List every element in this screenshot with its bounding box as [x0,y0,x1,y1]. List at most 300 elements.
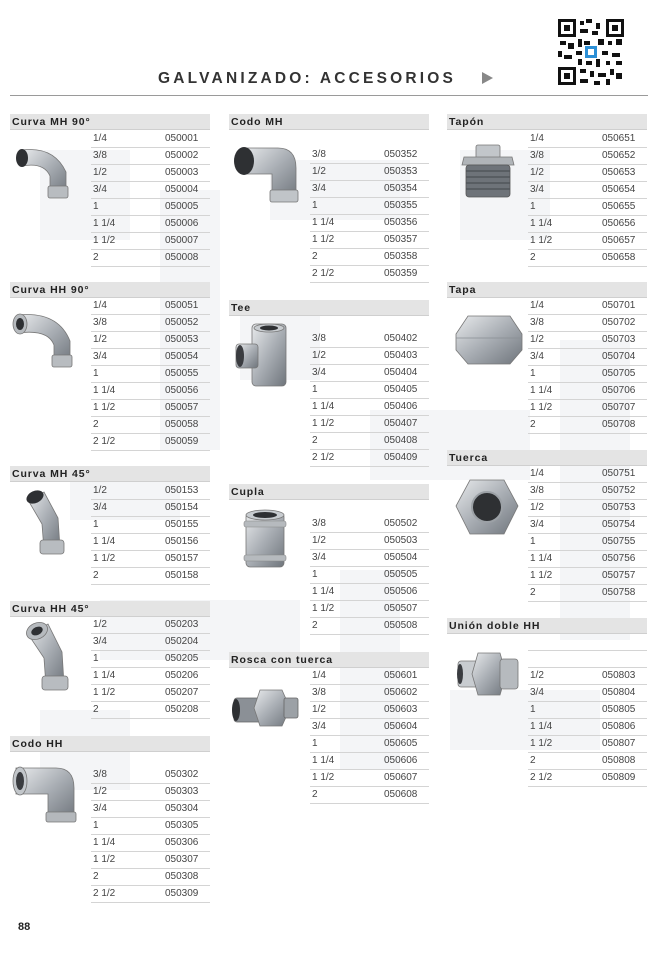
size-cell: 1 1/2 [530,402,553,413]
table-row [91,668,210,685]
table-row [528,551,647,568]
table-row [528,216,647,233]
table-row [310,719,429,736]
table-row [91,148,210,165]
size-cell: 2 1/2 [530,772,553,783]
table-tuerca [528,466,647,602]
code-cell: 050406 [384,401,418,412]
table-row [310,147,429,164]
table-row [310,702,429,719]
table-row [528,500,647,517]
size-cell: 1 1/4 [312,401,335,412]
code-cell: 050303 [165,786,199,797]
code-cell: 050052 [165,317,199,328]
table-row [528,199,647,216]
size-cell: 3/4 [93,351,107,362]
table-row [91,852,210,869]
code-cell: 050409 [384,452,418,463]
size-cell: 1/2 [93,167,107,178]
table-row [91,784,210,801]
size-cell: 1/2 [93,334,107,345]
size-cell: 3/8 [312,333,326,344]
table-row [310,450,429,467]
size-cell: 1/2 [530,502,544,513]
size-cell: 1/2 [93,786,107,797]
code-cell: 050358 [384,251,418,262]
code-cell: 050754 [602,519,636,530]
size-cell: 1 1/2 [312,772,335,783]
table-row [91,483,210,500]
table-row [528,332,647,349]
table-row [528,131,647,148]
code-cell: 050752 [602,485,636,496]
code-cell: 050057 [165,402,199,413]
table-row [91,869,210,886]
elbow-45-female-icon [22,620,78,694]
size-cell: 2 [530,587,536,598]
code-cell: 050008 [165,252,199,263]
table-row [310,266,429,283]
size-cell: 1 1/2 [93,553,116,564]
section-title-union-doble-hh: Unión doble HH [447,618,647,634]
code-cell: 050751 [602,468,636,479]
code-cell: 050808 [602,755,636,766]
size-cell: 2 [312,435,318,446]
code-cell: 050308 [165,871,199,882]
code-cell: 050708 [602,419,636,430]
size-cell: 3/4 [530,351,544,362]
code-cell: 050051 [165,300,199,311]
table-tapa [528,298,647,434]
code-cell: 050701 [602,300,636,311]
table-row [310,770,429,787]
code-cell: 050005 [165,201,199,212]
hex-nipple-icon [230,684,300,732]
table-row [528,568,647,585]
size-cell: 1 1/2 [530,235,553,246]
size-cell: 3/4 [312,721,326,732]
code-cell: 050206 [165,670,199,681]
code-cell: 050504 [384,552,418,563]
code-cell: 050357 [384,234,418,245]
table-row [528,517,647,534]
code-cell: 050757 [602,570,636,581]
size-cell: 3/8 [93,150,107,161]
code-cell: 050658 [602,252,636,263]
code-cell: 050503 [384,535,418,546]
table-row [310,215,429,232]
table-row [310,736,429,753]
code-cell: 050359 [384,268,418,279]
table-row [528,182,647,199]
table-row [310,584,429,601]
page-title: GALVANIZADO: ACCESORIOS [158,70,457,87]
table-row [528,250,647,267]
union-icon [456,647,520,701]
size-cell: 1 1/4 [312,586,335,597]
size-cell: 2 [93,704,99,715]
code-cell: 050354 [384,183,418,194]
code-cell: 050158 [165,570,199,581]
elbow-45-male-female-icon [22,488,72,558]
table-row-blank [528,651,647,668]
code-cell: 050603 [384,704,418,715]
size-cell: 1 1/4 [312,755,335,766]
code-cell: 050058 [165,419,199,430]
section-title-curva-mh-90: Curva MH 90° [10,114,210,130]
code-cell: 050707 [602,402,636,413]
table-row [310,601,429,618]
table-row [91,131,210,148]
table-row [528,668,647,685]
table-row [528,534,647,551]
code-cell: 050755 [602,536,636,547]
table-row [310,516,429,533]
code-cell: 050654 [602,184,636,195]
size-cell: 2 [530,419,536,430]
table-row [528,298,647,315]
size-cell: 2 [530,252,536,263]
code-cell: 050054 [165,351,199,362]
header-rule [10,95,648,96]
table-row [91,199,210,216]
table-row [310,433,429,450]
size-cell: 1/4 [530,133,544,144]
code-cell: 050806 [602,721,636,732]
code-cell: 050402 [384,333,418,344]
code-cell: 050156 [165,536,199,547]
code-cell: 050306 [165,837,199,848]
code-cell: 050655 [602,201,636,212]
size-cell: 1 1/4 [530,385,553,396]
size-cell: 1/2 [93,619,107,630]
plug-icon [456,143,520,201]
size-cell: 3/4 [93,803,107,814]
table-row [528,770,647,787]
size-cell: 3/8 [312,518,326,529]
table-curva-hh-90 [91,298,210,451]
table-tapon [528,131,647,267]
section-title-curva-mh-45: Curva MH 45° [10,466,210,482]
table-rosca-con-tuerca [310,668,429,804]
code-cell: 050604 [384,721,418,732]
code-cell: 050602 [384,687,418,698]
size-cell: 2 [530,755,536,766]
size-cell: 1/2 [530,167,544,178]
table-row [528,366,647,383]
curved-elbow-male-female-icon [14,140,80,204]
section-title-curva-hh-45: Curva HH 45° [10,601,210,617]
size-cell: 1 [530,536,536,547]
section-title-tapon: Tapón [447,114,647,130]
table-row [91,349,210,366]
table-row [310,249,429,266]
size-cell: 1 1/4 [312,217,335,228]
code-cell: 050307 [165,854,199,865]
size-cell: 1/2 [312,704,326,715]
section-title-tuerca: Tuerca [447,450,647,466]
size-cell: 1 1/4 [530,721,553,732]
size-cell: 1 [93,201,99,212]
size-cell: 1/4 [312,670,326,681]
code-cell: 050305 [165,820,199,831]
code-cell: 050356 [384,217,418,228]
size-cell: 2 [93,419,99,430]
size-cell: 3/4 [312,183,326,194]
table-row [310,567,429,584]
code-cell: 050207 [165,687,199,698]
section-title-tee: Tee [229,300,429,316]
elbow-male-female-icon [232,140,302,206]
qr-code-icon [558,19,624,85]
code-cell: 050302 [165,769,199,780]
size-cell: 1/2 [312,535,326,546]
size-cell: 2 1/2 [93,888,116,899]
size-cell: 1 1/2 [93,402,116,413]
table-row [528,349,647,366]
code-cell: 050157 [165,553,199,564]
code-cell: 050502 [384,518,418,529]
size-cell: 1 1/2 [312,418,335,429]
table-row [91,634,210,651]
table-row [310,399,429,416]
size-cell: 1/2 [530,334,544,345]
size-cell: 1 1/2 [93,687,116,698]
table-row [528,753,647,770]
size-cell: 3/8 [312,149,326,160]
table-row [91,551,210,568]
table-row [91,801,210,818]
table-codo-hh [91,767,210,903]
table-row [91,534,210,551]
table-row [91,651,210,668]
size-cell: 3/8 [312,687,326,698]
code-cell: 050653 [602,167,636,178]
size-cell: 1/4 [93,300,107,311]
size-cell: 1 [312,569,318,580]
table-tee [310,331,429,467]
size-cell: 3/4 [530,687,544,698]
size-cell: 1 [93,368,99,379]
size-cell: 2 1/2 [312,268,335,279]
table-row [310,198,429,215]
table-row [528,466,647,483]
table-row [91,702,210,719]
section-title-cupla: Cupla [229,484,429,500]
code-cell: 050408 [384,435,418,446]
code-cell: 050508 [384,620,418,631]
size-cell: 2 [93,871,99,882]
table-row [528,383,647,400]
table-curva-mh-90 [91,131,210,267]
table-row [528,719,647,736]
size-cell: 1/2 [312,166,326,177]
code-cell: 050704 [602,351,636,362]
code-cell: 050001 [165,133,199,144]
code-cell: 050507 [384,603,418,614]
table-row [91,182,210,199]
table-row [310,382,429,399]
size-cell: 1 1/4 [93,536,116,547]
code-cell: 050606 [384,755,418,766]
table-row [91,835,210,852]
table-row [91,617,210,634]
table-row [310,685,429,702]
code-cell: 050652 [602,150,636,161]
table-row [310,618,429,635]
size-cell: 1 1/4 [93,218,116,229]
code-cell: 050154 [165,502,199,513]
table-row [91,568,210,585]
size-cell: 2 1/2 [93,436,116,447]
code-cell: 050405 [384,384,418,395]
code-cell: 050053 [165,334,199,345]
table-row [91,298,210,315]
page-number: 88 [18,921,31,933]
code-cell: 050006 [165,218,199,229]
table-row [528,165,647,182]
code-cell: 050304 [165,803,199,814]
table-row [310,787,429,804]
table-row [91,517,210,534]
table-row [310,550,429,567]
size-cell: 1 1/4 [93,837,116,848]
table-row [528,483,647,500]
size-cell: 1 1/4 [530,553,553,564]
size-cell: 1 [530,201,536,212]
size-cell: 3/4 [530,184,544,195]
size-cell: 2 1/2 [312,452,335,463]
code-cell: 050807 [602,738,636,749]
table-row [91,233,210,250]
elbow-female-icon [12,758,82,828]
table-row [91,400,210,417]
code-cell: 050007 [165,235,199,246]
table-row [528,233,647,250]
code-cell: 050208 [165,704,199,715]
table-row [528,685,647,702]
table-curva-mh-45 [91,483,210,585]
code-cell: 050056 [165,385,199,396]
code-cell: 050055 [165,368,199,379]
table-codo-mh [310,147,429,283]
code-cell: 050355 [384,200,418,211]
table-row [91,434,210,451]
size-cell: 1 1/2 [530,738,553,749]
table-row [310,668,429,685]
size-cell: 1 [312,738,318,749]
section-title-curva-hh-90: Curva HH 90° [10,282,210,298]
size-cell: 3/4 [93,502,107,513]
section-title-tapa: Tapa [447,282,647,298]
section-title-codo-mh: Codo MH [229,114,429,130]
table-row [91,216,210,233]
table-row [91,315,210,332]
size-cell: 2 [93,252,99,263]
code-cell: 050705 [602,368,636,379]
code-cell: 050003 [165,167,199,178]
code-cell: 050404 [384,367,418,378]
table-row [91,500,210,517]
code-cell: 050002 [165,150,199,161]
size-cell: 3/8 [530,317,544,328]
coupling-icon [240,507,290,571]
table-row [91,685,210,702]
table-row [310,164,429,181]
table-cupla [310,516,429,635]
size-cell: 1 1/4 [530,218,553,229]
code-cell: 050059 [165,436,199,447]
code-cell: 050651 [602,133,636,144]
play-arrow-icon [482,72,493,84]
size-cell: 1 1/4 [93,670,116,681]
table-row [310,533,429,550]
code-cell: 050353 [384,166,418,177]
table-row [528,736,647,753]
size-cell: 1 1/2 [312,234,335,245]
size-cell: 1/4 [530,300,544,311]
code-cell: 050703 [602,334,636,345]
size-cell: 1 [93,519,99,530]
size-cell: 3/8 [530,485,544,496]
code-cell: 050155 [165,519,199,530]
table-row [310,416,429,433]
size-cell: 1 [312,200,318,211]
code-cell: 050004 [165,184,199,195]
code-cell: 050657 [602,235,636,246]
size-cell: 2 [93,570,99,581]
size-cell: 3/4 [530,519,544,530]
code-cell: 050309 [165,888,199,899]
size-cell: 1/2 [312,350,326,361]
code-cell: 050756 [602,553,636,564]
table-row [91,332,210,349]
size-cell: 1/2 [93,485,107,496]
table-row [528,702,647,719]
size-cell: 3/4 [312,552,326,563]
code-cell: 050506 [384,586,418,597]
size-cell: 1/4 [93,133,107,144]
code-cell: 050804 [602,687,636,698]
code-cell: 050753 [602,502,636,513]
table-row [91,366,210,383]
size-cell: 1/4 [530,468,544,479]
size-cell: 2 [312,620,318,631]
size-cell: 3/4 [93,184,107,195]
size-cell: 1 [93,820,99,831]
code-cell: 050706 [602,385,636,396]
cap-icon [454,312,524,368]
code-cell: 050607 [384,772,418,783]
size-cell: 1 [530,368,536,379]
size-cell: 2 [312,251,318,262]
table-row [91,818,210,835]
section-title-rosca-con-tuerca: Rosca con tuerca [229,652,429,668]
size-cell: 1 [530,704,536,715]
curved-elbow-female-icon [10,305,84,371]
code-cell: 050203 [165,619,199,630]
size-cell: 3/8 [93,769,107,780]
hex-nut-icon [454,476,520,538]
table-row [528,417,647,434]
tee-fitting-icon [234,322,290,388]
code-cell: 050505 [384,569,418,580]
table-union-doble-hh [528,634,647,787]
table-curva-hh-45 [91,617,210,719]
table-row [310,232,429,249]
size-cell: 1 1/2 [93,854,116,865]
size-cell: 3/4 [93,636,107,647]
